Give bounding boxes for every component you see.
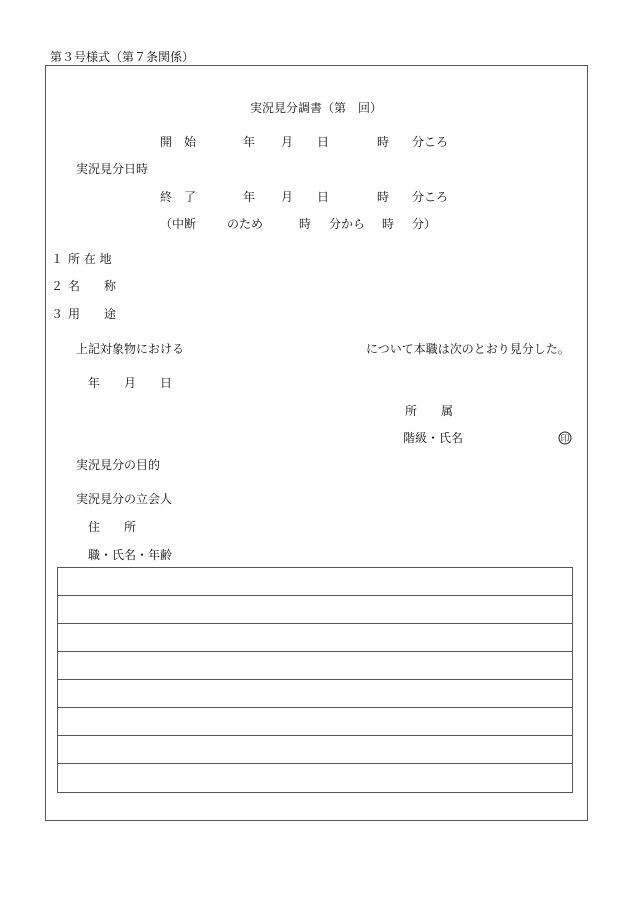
item-number: ３	[51, 307, 64, 321]
witness-label: 実況見分の立会人	[76, 492, 173, 506]
item-label-name: 名 称	[68, 279, 117, 293]
seal-text: 印	[560, 434, 570, 445]
interruption-from: 分から	[329, 217, 366, 231]
witness-row[interactable]	[58, 680, 572, 708]
interruption-hour-1: 時	[299, 217, 312, 231]
start-year: 年	[243, 135, 256, 149]
end-minute: 分ころ	[412, 190, 449, 204]
interruption-close: 分）	[412, 217, 437, 231]
purpose-label: 実況見分の目的	[76, 458, 161, 472]
end-hour: 時	[377, 190, 390, 204]
witness-row[interactable]	[58, 568, 572, 596]
witness-row[interactable]	[58, 764, 572, 792]
interruption-open: （中断	[160, 217, 197, 231]
rank-name-label: 階級・氏名	[403, 431, 464, 445]
page-title: 実況見分調書（第 回）	[250, 101, 383, 115]
witness-row[interactable]	[58, 652, 572, 680]
start-label: 開 始	[160, 135, 197, 149]
interruption-for: のため	[227, 217, 264, 231]
end-day: 日	[317, 190, 330, 204]
statement-left: 上記対象物における	[76, 342, 185, 356]
witness-row[interactable]	[58, 708, 572, 736]
end-year: 年	[243, 190, 256, 204]
start-month: 月	[281, 135, 294, 149]
witness-row[interactable]	[58, 596, 572, 624]
occupation-label: 職・氏名・年齢	[88, 548, 173, 562]
witness-table	[57, 567, 573, 793]
datetime-label: 実況見分日時	[76, 162, 149, 176]
affiliation-label: 所 属	[405, 404, 454, 418]
item-label-location: 所 在 地	[68, 252, 112, 266]
end-month: 月	[281, 190, 294, 204]
witness-row[interactable]	[58, 624, 572, 652]
item-number: ２	[51, 279, 64, 293]
seal-icon	[558, 431, 572, 445]
date-month: 月	[124, 376, 137, 390]
address-label: 住 所	[88, 520, 137, 534]
interruption-hour-2: 時	[382, 217, 395, 231]
start-hour: 時	[377, 135, 390, 149]
form-number: 第３号様式（第７条関係）	[50, 50, 195, 64]
item-label-use: 用 途	[68, 307, 117, 321]
witness-row[interactable]	[58, 736, 572, 764]
statement-right: について本職は次のとおり見分した。	[366, 342, 570, 356]
item-number: １	[51, 252, 64, 266]
start-day: 日	[317, 135, 330, 149]
start-minute: 分ころ	[412, 135, 449, 149]
end-label: 終 了	[160, 190, 197, 204]
date-day: 日	[160, 376, 173, 390]
date-year: 年	[88, 376, 101, 390]
